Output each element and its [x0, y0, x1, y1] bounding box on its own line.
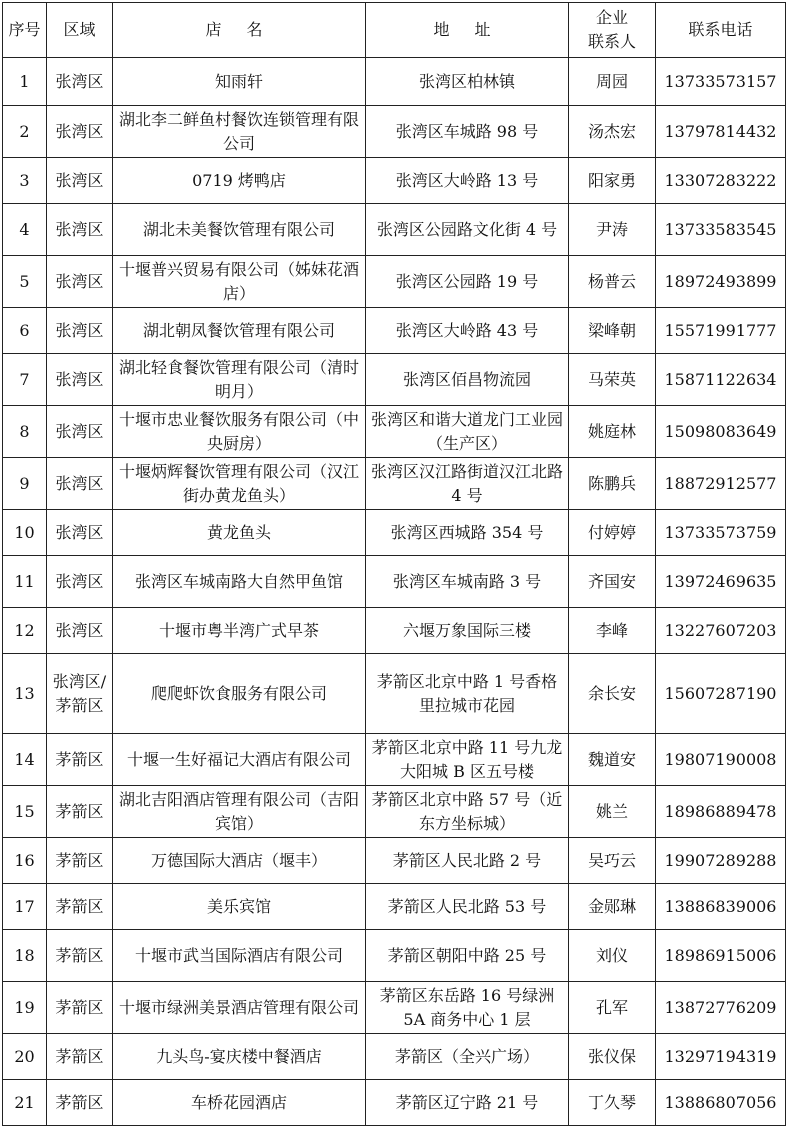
row-district: 张湾区	[47, 406, 113, 458]
row-store-name: 湖北吉阳酒店管理有限公司（吉阳宾馆）	[113, 786, 366, 838]
row-contact-person: 尹涛	[569, 204, 656, 256]
row-contact-person: 魏道安	[569, 734, 656, 786]
row-seq: 15	[3, 786, 47, 838]
row-contact-person: 李峰	[569, 608, 656, 654]
row-store-name: 十堰市武当国际酒店有限公司	[113, 930, 366, 982]
row-phone: 18986915006	[656, 930, 786, 982]
row-phone: 13797814432	[656, 106, 786, 158]
row-phone: 13297194319	[656, 1034, 786, 1080]
row-seq: 11	[3, 556, 47, 608]
table-row	[3, 510, 786, 556]
row-address: 张湾区车城南路 3 号	[366, 556, 569, 608]
row-store-name: 知雨轩	[113, 58, 366, 106]
row-address: 茅箭区北京中路 57 号（近东方坐标城）	[366, 786, 569, 838]
row-address: 张湾区大岭路 43 号	[366, 308, 569, 354]
table-row	[3, 982, 786, 1034]
row-phone: 15571991777	[656, 308, 786, 354]
row-contact-person: 马荣英	[569, 354, 656, 406]
row-store-name: 张湾区车城南路大自然甲鱼馆	[113, 556, 366, 608]
row-contact-person: 阳家勇	[569, 158, 656, 204]
header-address: 地 址	[366, 3, 569, 58]
row-contact-person: 姚庭林	[569, 406, 656, 458]
row-phone: 15607287190	[656, 654, 786, 734]
row-address: 张湾区柏林镇	[366, 58, 569, 106]
row-contact-person: 付婷婷	[569, 510, 656, 556]
row-address: 张湾区和谐大道龙门工业园（生产区）	[366, 406, 569, 458]
row-phone: 19807190008	[656, 734, 786, 786]
header-phone: 联系电话	[656, 3, 786, 58]
row-district: 茅箭区	[47, 884, 113, 930]
row-contact-person: 孔军	[569, 982, 656, 1034]
row-phone: 15098083649	[656, 406, 786, 458]
row-district: 茅箭区	[47, 734, 113, 786]
row-phone: 13307283222	[656, 158, 786, 204]
row-phone: 18972493899	[656, 256, 786, 308]
row-contact-person: 汤杰宏	[569, 106, 656, 158]
row-address: 张湾区佰昌物流园	[366, 354, 569, 406]
row-store-name: 湖北李二鲜鱼村餐饮连锁管理有限公司	[113, 106, 366, 158]
row-seq: 12	[3, 608, 47, 654]
row-address: 茅箭区东岳路 16 号绿洲 5A 商务中心 1 层	[366, 982, 569, 1034]
row-address: 六堰万象国际三楼	[366, 608, 569, 654]
row-phone: 15871122634	[656, 354, 786, 406]
row-address: 张湾区公园路文化街 4 号	[366, 204, 569, 256]
header-store: 店 名	[113, 3, 366, 58]
table-row	[3, 930, 786, 982]
row-contact-person: 张仪保	[569, 1034, 656, 1080]
row-district: 茅箭区	[47, 786, 113, 838]
row-seq: 7	[3, 354, 47, 406]
row-contact-person: 梁峰朝	[569, 308, 656, 354]
row-contact-person: 吴巧云	[569, 838, 656, 884]
row-store-name: 十堰普兴贸易有限公司（姊妹花酒店）	[113, 256, 366, 308]
row-contact-person: 姚兰	[569, 786, 656, 838]
table-row	[3, 256, 786, 308]
row-phone: 13972469635	[656, 556, 786, 608]
row-store-name: 十堰市粤半湾广式早茶	[113, 608, 366, 654]
table-row	[3, 406, 786, 458]
row-seq: 8	[3, 406, 47, 458]
row-store-name: 湖北未美餐饮管理有限公司	[113, 204, 366, 256]
row-seq: 21	[3, 1080, 47, 1126]
row-district: 张湾区	[47, 608, 113, 654]
row-district: 茅箭区	[47, 1034, 113, 1080]
row-district: 张湾区	[47, 510, 113, 556]
row-address: 茅箭区朝阳中路 25 号	[366, 930, 569, 982]
table-body	[3, 58, 786, 1126]
row-district: 张湾区	[47, 106, 113, 158]
row-phone: 18986889478	[656, 786, 786, 838]
row-district: 茅箭区	[47, 930, 113, 982]
row-seq: 4	[3, 204, 47, 256]
row-contact-person: 周园	[569, 58, 656, 106]
row-district: 张湾区	[47, 204, 113, 256]
table-row	[3, 734, 786, 786]
row-phone: 13872776209	[656, 982, 786, 1034]
row-phone: 13886839006	[656, 884, 786, 930]
row-district: 张湾区	[47, 308, 113, 354]
row-contact-person: 丁久琴	[569, 1080, 656, 1126]
table-row	[3, 1034, 786, 1080]
table-row	[3, 308, 786, 354]
row-district: 张湾区	[47, 354, 113, 406]
header-row	[3, 3, 786, 58]
row-seq: 1	[3, 58, 47, 106]
table-row	[3, 1080, 786, 1126]
row-district: 张湾区	[47, 58, 113, 106]
table-row	[3, 158, 786, 204]
row-district: 张湾区	[47, 458, 113, 510]
row-store-name: 0719 烤鸭店	[113, 158, 366, 204]
row-seq: 16	[3, 838, 47, 884]
table-row	[3, 58, 786, 106]
row-seq: 3	[3, 158, 47, 204]
row-contact-person: 余长安	[569, 654, 656, 734]
row-store-name: 湖北朝凤餐饮管理有限公司	[113, 308, 366, 354]
row-seq: 13	[3, 654, 47, 734]
row-store-name: 爬爬虾饮食服务有限公司	[113, 654, 366, 734]
row-store-name: 十堰一生好福记大酒店有限公司	[113, 734, 366, 786]
table-row	[3, 556, 786, 608]
header-contact-line1: 企业	[595, 8, 628, 27]
row-seq: 2	[3, 106, 47, 158]
table-row	[3, 354, 786, 406]
row-district: 茅箭区	[47, 1080, 113, 1126]
row-store-name: 万德国际大酒店（堰丰）	[113, 838, 366, 884]
row-seq: 5	[3, 256, 47, 308]
row-address: 茅箭区人民北路 2 号	[366, 838, 569, 884]
row-seq: 18	[3, 930, 47, 982]
row-district: 张湾区	[47, 158, 113, 204]
row-district: 茅箭区	[47, 838, 113, 884]
row-address: 茅箭区人民北路 53 号	[366, 884, 569, 930]
table-row	[3, 654, 786, 734]
row-district: 张湾区	[47, 256, 113, 308]
row-contact-person: 刘仪	[569, 930, 656, 982]
table-row	[3, 786, 786, 838]
row-address: 张湾区公园路 19 号	[366, 256, 569, 308]
table-row	[3, 204, 786, 256]
row-phone: 13733583545	[656, 204, 786, 256]
row-store-name: 黄龙鱼头	[113, 510, 366, 556]
row-address: 张湾区车城路 98 号	[366, 106, 569, 158]
row-seq: 9	[3, 458, 47, 510]
row-phone: 13733573759	[656, 510, 786, 556]
row-store-name: 美乐宾馆	[113, 884, 366, 930]
row-store-name: 车桥花园酒店	[113, 1080, 366, 1126]
row-address: 张湾区西城路 354 号	[366, 510, 569, 556]
row-store-name: 湖北轻食餐饮管理有限公司（清时明月）	[113, 354, 366, 406]
row-contact-person: 陈鹏兵	[569, 458, 656, 510]
header-seq: 序号	[3, 3, 47, 58]
header-contact-line2: 联系人	[587, 32, 636, 51]
row-seq: 14	[3, 734, 47, 786]
row-phone: 13733573157	[656, 58, 786, 106]
table-row	[3, 106, 786, 158]
row-address: 张湾区大岭路 13 号	[366, 158, 569, 204]
row-seq: 19	[3, 982, 47, 1034]
row-district: 茅箭区	[47, 982, 113, 1034]
row-store-name: 十堰市绿洲美景酒店管理有限公司	[113, 982, 366, 1034]
table-row	[3, 884, 786, 930]
row-address: 茅箭区辽宁路 21 号	[366, 1080, 569, 1126]
table-row	[3, 608, 786, 654]
row-store-name: 十堰市忠业餐饮服务有限公司（中央厨房）	[113, 406, 366, 458]
row-phone: 18872912577	[656, 458, 786, 510]
row-seq: 20	[3, 1034, 47, 1080]
row-district: 张湾区	[47, 556, 113, 608]
table-row	[3, 458, 786, 510]
row-store-name: 十堰炳辉餐饮管理有限公司（汉江街办黄龙鱼头）	[113, 458, 366, 510]
restaurant-directory-table	[2, 2, 786, 1126]
row-contact-person: 金郧琳	[569, 884, 656, 930]
row-phone: 19907289288	[656, 838, 786, 884]
row-address: 张湾区汉江路街道汉江北路 4 号	[366, 458, 569, 510]
row-seq: 17	[3, 884, 47, 930]
row-phone: 13886807056	[656, 1080, 786, 1126]
row-contact-person: 齐国安	[569, 556, 656, 608]
row-phone: 13227607203	[656, 608, 786, 654]
row-address: 茅箭区（全兴广场）	[366, 1034, 569, 1080]
header-district: 区域	[47, 3, 113, 58]
row-district: 张湾区/茅箭区	[47, 654, 113, 734]
table-row	[3, 838, 786, 884]
row-seq: 6	[3, 308, 47, 354]
row-seq: 10	[3, 510, 47, 556]
row-store-name: 九头鸟-宴庆楼中餐酒店	[113, 1034, 366, 1080]
header-contact	[569, 3, 656, 58]
row-address: 茅箭区北京中路 11 号九龙大阳城 B 区五号楼	[366, 734, 569, 786]
row-address: 茅箭区北京中路 1 号香格里拉城市花园	[366, 654, 569, 734]
row-contact-person: 杨普云	[569, 256, 656, 308]
